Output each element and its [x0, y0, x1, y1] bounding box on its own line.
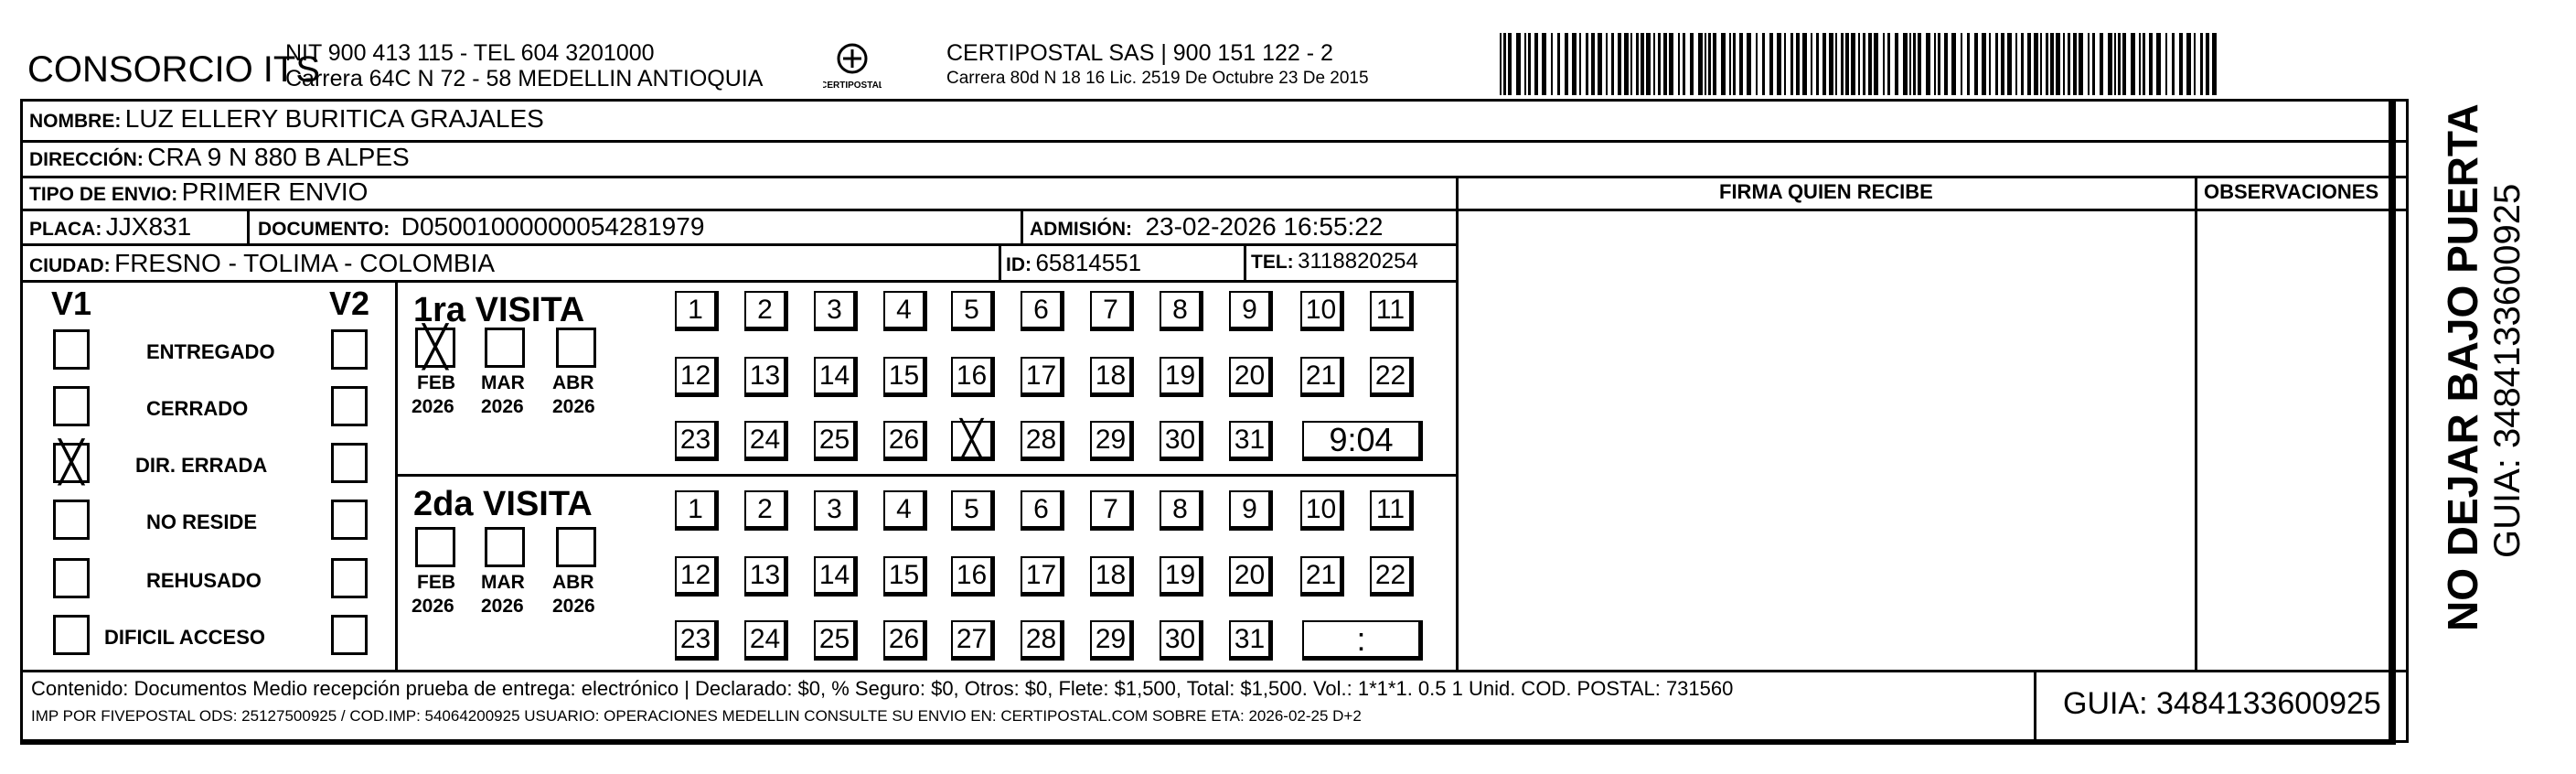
- day-box[interactable]: 17: [1021, 556, 1064, 597]
- ciudad-label: CIUDAD:: [29, 255, 111, 276]
- barcode-bar: [1713, 33, 1716, 95]
- year-label: 2026: [412, 596, 454, 617]
- barcode-bar: [1534, 33, 1538, 95]
- barcode-bar: [2015, 33, 2017, 95]
- barcode-bar: [1863, 33, 1865, 95]
- barcode-bar: [2001, 33, 2004, 95]
- barcode-bar: [1835, 33, 1837, 95]
- barcode-bar: [1733, 33, 1736, 95]
- month-label: ABR: [552, 572, 594, 593]
- day-box[interactable]: 14: [814, 556, 858, 597]
- ciudad-row: [29, 251, 495, 276]
- day-box[interactable]: 15: [883, 357, 927, 397]
- barcode-bar: [2165, 33, 2167, 95]
- nombre-value: LUZ ELLERY BURITICA GRAJALES: [124, 104, 544, 133]
- barcode-bar: [2034, 33, 2038, 95]
- month-checkbox[interactable]: [485, 527, 525, 567]
- barcode-bar: [2156, 33, 2161, 95]
- day-box[interactable]: 16: [951, 357, 995, 397]
- day-box[interactable]: 24: [744, 620, 788, 661]
- carrier-address: Carrera 80d N 18 16 Lic. 2519 De Octubre 23 De 2015: [946, 69, 1369, 88]
- day-box[interactable]: 18: [1090, 556, 1134, 597]
- day-box[interactable]: 9: [1229, 490, 1273, 531]
- barcode-bar: [1756, 33, 1758, 95]
- barcode: [1500, 33, 2222, 95]
- time-box[interactable]: 9:04: [1302, 421, 1423, 461]
- side-guia: GUIA: 3484133600925: [2487, 183, 2528, 558]
- barcode-bar: [1868, 33, 1872, 95]
- year-label: 2026: [481, 596, 524, 617]
- v2-checkbox[interactable]: [331, 615, 368, 655]
- month-label: MAR: [481, 372, 525, 393]
- documento-value: D05001000000054281979: [401, 212, 705, 241]
- day-box[interactable]: 27: [951, 620, 995, 661]
- barcode-bar: [1903, 33, 1908, 95]
- day-box[interactable]: 16: [951, 556, 995, 597]
- check-mark: ╳: [422, 324, 448, 371]
- v2-label: V2: [329, 285, 370, 322]
- barcode-bar: [1790, 33, 1793, 95]
- barcode-bar: [1663, 33, 1667, 95]
- time-box[interactable]: :: [1302, 620, 1423, 661]
- documento-row: [258, 214, 704, 240]
- barcode-bar: [1551, 33, 1553, 95]
- barcode-bar: [1658, 33, 1661, 95]
- barcode-bar: [1816, 33, 1819, 95]
- v1-checkbox[interactable]: [53, 439, 90, 486]
- day-box[interactable]: 31: [1229, 421, 1273, 461]
- barcode-bar: [2068, 33, 2070, 95]
- barcode-bar: [1777, 33, 1781, 95]
- barcode-bar: [1557, 33, 1560, 95]
- day-box[interactable]: 14: [814, 357, 858, 397]
- day-box[interactable]: 25: [814, 421, 858, 461]
- day-box[interactable]: 11: [1370, 490, 1414, 531]
- barcode-bar: [1974, 33, 1978, 95]
- tel-row: [1251, 251, 1418, 273]
- barcode-bar: [2212, 33, 2217, 95]
- v2-checkbox[interactable]: [331, 386, 368, 426]
- day-box[interactable]: 10: [1300, 291, 1344, 331]
- id-value: 65814551: [1035, 249, 1142, 276]
- placa-value: JJX831: [105, 212, 192, 241]
- barcode-bar: [1934, 33, 1936, 95]
- barcode-bar: [1739, 33, 1743, 95]
- barcode-bar: [2172, 33, 2175, 95]
- barcode-bar: [1995, 33, 1998, 95]
- barcode-bar: [1653, 33, 1655, 95]
- tipo-label: TIPO DE ENVIO:: [29, 184, 178, 205]
- barcode-bar: [2194, 33, 2196, 95]
- day-box[interactable]: 10: [1300, 490, 1344, 531]
- day-box[interactable]: 22: [1370, 357, 1414, 397]
- day-box[interactable]: 2: [744, 490, 788, 531]
- barcode-bar: [1618, 33, 1621, 95]
- footer-line2: IMP POR FIVEPOSTAL ODS: 25127500925 / COD.IMP: 54064200925 USUARIO: OPERACIONES MEDELLIN CONSULTE SU ENVIO EN: CERTIPOSTAL.COM SOBRE ETA: 2026-02-25 D+2: [31, 707, 1362, 725]
- day-box[interactable]: 19: [1160, 357, 1203, 397]
- documento-label: DOCUMENTO:: [258, 219, 390, 240]
- barcode-bar: [2056, 33, 2060, 95]
- day-box[interactable]: 2: [744, 291, 788, 331]
- barcode-bar: [1500, 33, 1502, 95]
- barcode-bar: [1913, 33, 1916, 95]
- company-nit: NIT 900 413 115 - TEL 604 3201000: [285, 40, 655, 66]
- placa-label: PLACA:: [29, 219, 102, 240]
- admision-row: [1030, 214, 1383, 240]
- month-checkbox[interactable]: [556, 328, 596, 368]
- barcode-bar: [2007, 33, 2012, 95]
- barcode-bar: [1851, 33, 1855, 95]
- status-label: ENTREGADO: [146, 340, 275, 363]
- month-checkbox[interactable]: [415, 527, 455, 567]
- barcode-bar: [1982, 33, 1986, 95]
- day-box[interactable]: 20: [1229, 357, 1273, 397]
- month-checkbox[interactable]: [485, 328, 525, 368]
- barcode-bar: [1944, 33, 1948, 95]
- day-box[interactable]: 12: [675, 556, 719, 597]
- day-box[interactable]: 30: [1160, 421, 1203, 461]
- barcode-bar: [1721, 33, 1726, 95]
- day-box[interactable]: 25: [814, 620, 858, 661]
- day-box[interactable]: 11: [1370, 291, 1414, 331]
- barcode-bar: [2118, 33, 2121, 95]
- month-label: MAR: [481, 572, 525, 593]
- v1-checkbox[interactable]: [53, 615, 90, 655]
- barcode-bar: [2149, 33, 2153, 95]
- barcode-bar: [1524, 33, 1526, 95]
- barcode-bar: [2139, 33, 2141, 95]
- v2-checkbox[interactable]: [331, 500, 368, 540]
- barcode-bar: [1887, 33, 1890, 95]
- barcode-bar: [2179, 33, 2183, 95]
- day-box[interactable]: 6: [1021, 291, 1064, 331]
- barcode-bar: [1938, 33, 1940, 95]
- day-box[interactable]: 18: [1090, 357, 1134, 397]
- year-label: 2026: [552, 396, 595, 417]
- day-box[interactable]: 4: [883, 291, 927, 331]
- id-row: [1006, 251, 1141, 274]
- barcode-bar: [1624, 33, 1629, 95]
- month-label: ABR: [552, 372, 594, 393]
- day-box[interactable]: 28: [1021, 620, 1064, 661]
- barcode-bar: [2092, 33, 2095, 95]
- barcode-bar: [1586, 33, 1588, 95]
- barcode-bar: [1802, 33, 1807, 95]
- day-box[interactable]: 26: [883, 620, 927, 661]
- barcode-bar: [1747, 33, 1751, 95]
- year-label: 2026: [481, 396, 524, 417]
- v2-checkbox[interactable]: [331, 329, 368, 370]
- barcode-bar: [1606, 33, 1608, 95]
- barcode-bar: [1895, 33, 1898, 95]
- nombre-label: NOMBRE:: [29, 111, 122, 132]
- status-label: NO RESIDE: [146, 511, 258, 533]
- barcode-bar: [2114, 33, 2116, 95]
- month-label: FEB: [417, 572, 455, 593]
- day-box[interactable]: 9: [1229, 291, 1273, 331]
- day-box[interactable]: 19: [1160, 556, 1203, 597]
- barcode-bar: [1528, 33, 1531, 95]
- direccion-value: CRA 9 N 880 B ALPES: [147, 143, 410, 171]
- carrier-name: CERTIPOSTAL SAS | 900 151 122 - 2: [946, 40, 1333, 66]
- day-box[interactable]: 8: [1160, 490, 1203, 531]
- footer-guia: GUIA: 3484133600925: [2063, 686, 2381, 721]
- day-box[interactable]: ╳: [951, 421, 995, 461]
- tel-label: TEL:: [1251, 252, 1294, 273]
- barcode-bar: [1542, 33, 1546, 95]
- month-checkbox[interactable]: [415, 324, 455, 371]
- barcode-bar: [1961, 33, 1962, 95]
- certipostal-logo: [823, 40, 882, 95]
- barcode-bar: [1598, 33, 1602, 95]
- v2-checkbox[interactable]: [331, 558, 368, 598]
- barcode-bar: [2063, 33, 2065, 95]
- barcode-bar: [1630, 33, 1632, 95]
- barcode-bar: [1516, 33, 1521, 95]
- barcode-bar: [1690, 33, 1694, 95]
- barcode-bar: [1565, 33, 1568, 95]
- barcode-bar: [2143, 33, 2145, 95]
- barcode-bar: [1705, 33, 1706, 95]
- barcode-bar: [1784, 33, 1786, 95]
- day-box[interactable]: 30: [1160, 620, 1203, 661]
- barcode-bar: [1641, 33, 1644, 95]
- observaciones-header: OBSERVACIONES: [2204, 180, 2379, 203]
- day-box[interactable]: 23: [675, 620, 719, 661]
- barcode-bar: [1762, 33, 1765, 95]
- barcode-bar: [2027, 33, 2031, 95]
- day-box[interactable]: 12: [675, 357, 719, 397]
- day-box[interactable]: 13: [744, 556, 788, 597]
- status-label: DIFICIL ACCESO: [104, 626, 266, 649]
- tipo-value: PRIMER ENVIO: [181, 177, 369, 206]
- placa-row: [29, 214, 191, 240]
- barcode-bar: [1646, 33, 1651, 95]
- barcode-bar: [1769, 33, 1773, 95]
- barcode-bar: [1926, 33, 1930, 95]
- day-box[interactable]: 21: [1300, 556, 1344, 597]
- day-box[interactable]: 7: [1090, 291, 1134, 331]
- year-label: 2026: [412, 396, 454, 417]
- day-box[interactable]: 24: [744, 421, 788, 461]
- barcode-bar: [1508, 33, 1512, 95]
- barcode-bar: [1591, 33, 1595, 95]
- day-box[interactable]: 4: [883, 490, 927, 531]
- barcode-bar: [1729, 33, 1731, 95]
- day-box[interactable]: 20: [1229, 556, 1273, 597]
- day-box[interactable]: 15: [883, 556, 927, 597]
- barcode-bar: [1698, 33, 1703, 95]
- visit1-title: 1ra VISITA: [413, 291, 585, 329]
- year-label: 2026: [552, 596, 595, 617]
- admision-value: 23-02-2026 16:55:22: [1145, 212, 1384, 241]
- barcode-bar: [1636, 33, 1639, 95]
- day-box[interactable]: 29: [1090, 620, 1134, 661]
- barcode-bar: [2073, 33, 2077, 95]
- tel-value: 3118820254: [1298, 249, 1418, 274]
- v1-checkbox[interactable]: [53, 329, 90, 370]
- barcode-bar: [2200, 33, 2203, 95]
- direccion-row: [29, 145, 410, 170]
- barcode-bar: [1572, 33, 1577, 95]
- day-box[interactable]: 6: [1021, 490, 1064, 531]
- barcode-bar: [2100, 33, 2103, 95]
- barcode-bar: [2079, 33, 2083, 95]
- barcode-bar: [1611, 33, 1614, 95]
- day-box[interactable]: 13: [744, 357, 788, 397]
- barcode-bar: [1829, 33, 1833, 95]
- barcode-bar: [2122, 33, 2126, 95]
- day-box[interactable]: 5: [951, 490, 995, 531]
- barcode-bar: [2040, 33, 2042, 95]
- barcode-bar: [1858, 33, 1860, 95]
- tipo-row: [29, 179, 368, 205]
- barcode-bar: [2186, 33, 2191, 95]
- day-box[interactable]: 26: [883, 421, 927, 461]
- day-box[interactable]: 1: [675, 291, 719, 331]
- day-box[interactable]: 3: [814, 291, 858, 331]
- barcode-bar: [1841, 33, 1844, 95]
- direccion-label: DIRECCIÓN:: [29, 149, 144, 170]
- barcode-bar: [2108, 33, 2112, 95]
- logo-text: CERTIPOSTAL: [823, 81, 882, 91]
- barcode-bar: [1503, 33, 1506, 95]
- barcode-bar: [1579, 33, 1581, 95]
- barcode-bar: [1845, 33, 1849, 95]
- barcode-bar: [1883, 33, 1885, 95]
- status-label: REHUSADO: [146, 569, 262, 592]
- v1-checkbox[interactable]: [53, 500, 90, 540]
- status-label: CERRADO: [146, 397, 249, 420]
- barcode-bar: [2050, 33, 2054, 95]
- firma-header: FIRMA QUIEN RECIBE: [1719, 180, 1933, 203]
- company-address: Carrera 64C N 72 - 58 MEDELLIN ANTIOQUIA: [285, 66, 764, 91]
- barcode-bar: [1811, 33, 1812, 95]
- barcode-bar: [1909, 33, 1911, 95]
- admision-label: ADMISIÓN:: [1030, 219, 1132, 240]
- nombre-row: [29, 106, 544, 132]
- v1-checkbox[interactable]: [53, 558, 90, 598]
- barcode-bar: [2131, 33, 2135, 95]
- barcode-bar: [1708, 33, 1711, 95]
- day-box[interactable]: 7: [1090, 490, 1134, 531]
- barcode-bar: [1669, 33, 1673, 95]
- barcode-bar: [1918, 33, 1921, 95]
- barcode-bar: [1822, 33, 1826, 95]
- ciudad-value: FRESNO - TOLIMA - COLOMBIA: [114, 249, 496, 277]
- id-label: ID:: [1006, 254, 1031, 275]
- day-box[interactable]: 29: [1090, 421, 1134, 461]
- v1-checkbox[interactable]: [53, 386, 90, 426]
- v2-checkbox[interactable]: [331, 443, 368, 483]
- day-box[interactable]: 3: [814, 490, 858, 531]
- barcode-bar: [2046, 33, 2048, 95]
- day-box[interactable]: 21: [1300, 357, 1344, 397]
- day-box[interactable]: 31: [1229, 620, 1273, 661]
- month-label: FEB: [417, 372, 455, 393]
- barcode-bar: [1678, 33, 1680, 95]
- barcode-bar: [1683, 33, 1685, 95]
- barcode-bar: [1967, 33, 1970, 95]
- barcode-bar: [2021, 33, 2024, 95]
- status-label: DIR. ERRADA: [135, 454, 268, 477]
- barcode-bar: [1951, 33, 1956, 95]
- day-box[interactable]: 28: [1021, 421, 1064, 461]
- barcode-bar: [1874, 33, 1878, 95]
- day-box[interactable]: 1: [675, 490, 719, 531]
- visit2-title: 2da VISITA: [413, 485, 593, 523]
- day-box[interactable]: 17: [1021, 357, 1064, 397]
- main-frame: [20, 99, 2409, 743]
- check-mark: ╳: [59, 439, 84, 486]
- day-box[interactable]: 22: [1370, 556, 1414, 597]
- footer-line1: Contenido: Documentos Medio recepción prueba de entrega: electrónico | Declarado: $0, % Seguro: $0, Otros: $0, Flete: $1,500, Total: $1,500. Vol.: 1*1*1. 0.5 1 Unid. COD. POSTAL: 731560: [31, 677, 1734, 700]
- barcode-bar: [2206, 33, 2209, 95]
- month-checkbox[interactable]: [556, 527, 596, 567]
- side-warning: NO DEJAR BAJO PUERTA: [2439, 103, 2486, 631]
- barcode-bar: [2088, 33, 2090, 95]
- barcode-bar: [1989, 33, 1991, 95]
- day-box[interactable]: 23: [675, 421, 719, 461]
- v1-label: V1: [51, 285, 92, 322]
- barcode-bar: [1796, 33, 1800, 95]
- day-box[interactable]: 5: [951, 291, 995, 331]
- company-name: CONSORCIO ITS: [27, 49, 321, 90]
- day-box[interactable]: 8: [1160, 291, 1203, 331]
